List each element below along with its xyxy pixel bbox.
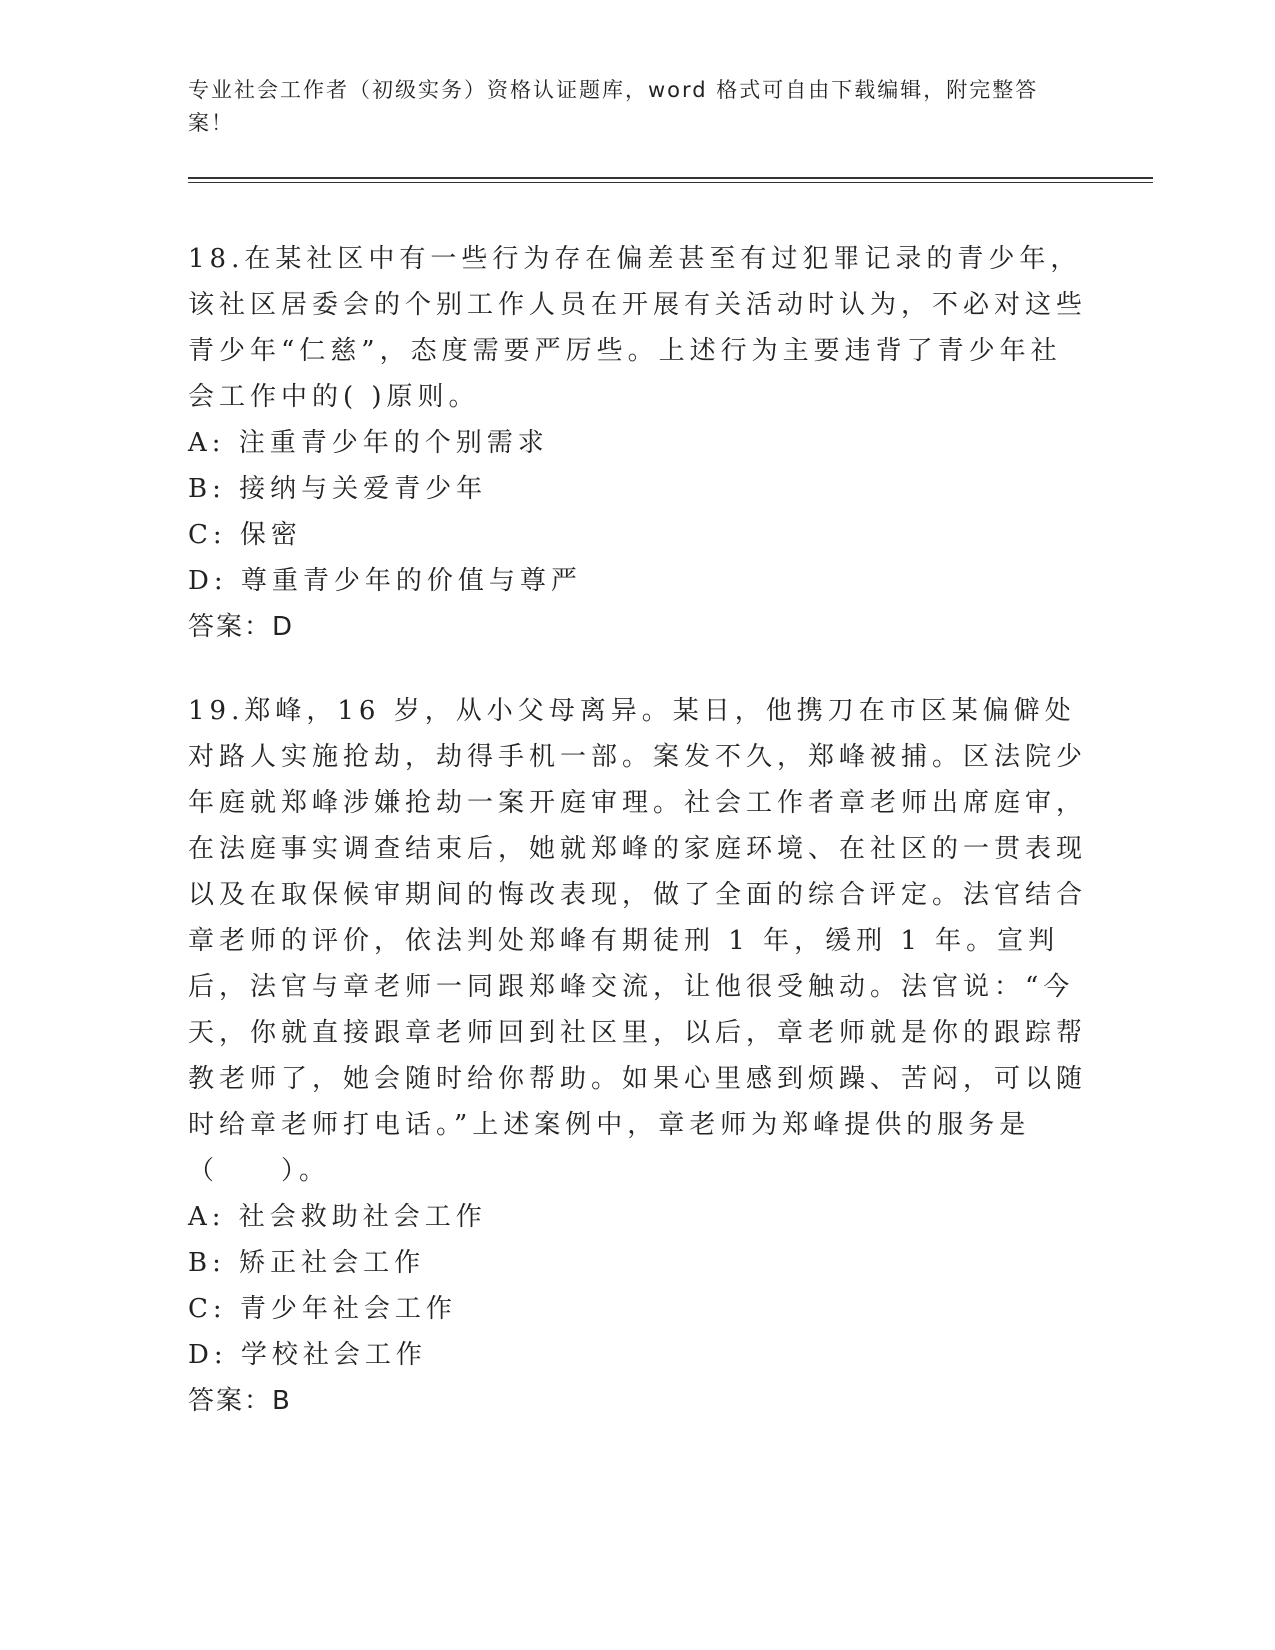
question-stem: 18.在某社区中有一些行为存在偏差甚至有过犯罪记录的青少年，该社区居委会的个别工作人员在开展有关活动时认为，不必对这些青少年“仁慈”，态度需要严厉些。上述行为主要违背了青少年社会工作中的( )原则。 [188,244,1088,412]
page-header: 专业社会工作者（初级实务）资格认证题库，word 格式可自由下载编辑，附完整答案！ [188,78,1039,135]
header-divider-thick [188,177,1153,179]
option-c: C: 保密 [188,520,302,550]
question-stem: 19.郑峰，16 岁，从小父母离异。某日，他携刀在市区某偏僻处对路人实施抢劫，劫得手机一部。案发不久，郑峰被捕。区法院少年庭就郑峰涉嫌抢劫一案开庭审理。社会工作者章老师出席庭审，在法庭事实调查结束后，她就郑峰的家庭环境、在社区的一贯表现以及在取保候审期间的悔改表现，做了全面的综合评定。法官结合章老师的评价，依法判处郑峰有期徒刑 1 年，缓刑 1 年。宣判后，法官与章老师一同跟郑峰交流，让他很受触动。法官说：“今天，你就直接跟章老师回到社区里，以后，章老师就是你的跟踪帮教老师了，她会随时给你帮助。如果心里感到烦躁、苦闷，可以随时给章老师打电话。”上述案例中，章老师为郑峰提供的服务是（ ）。 [188,696,1088,1186]
answer-line: 答案：D [188,612,295,642]
header-divider-thin [188,182,1153,183]
question-19 [188,688,1088,1424]
option-a: A: 社会救助社会工作 [188,1202,487,1232]
option-a: A: 注重青少年的个别需求 [188,428,549,458]
option-b: B: 矫正社会工作 [188,1248,426,1278]
option-c: C: 青少年社会工作 [188,1294,457,1324]
answer-line: 答案：B [188,1386,292,1416]
option-d: D: 学校社会工作 [188,1340,427,1370]
option-b: B: 接纳与关爱青少年 [188,474,488,504]
option-d: D: 尊重青少年的价值与尊严 [188,566,582,596]
question-18 [188,236,1088,650]
